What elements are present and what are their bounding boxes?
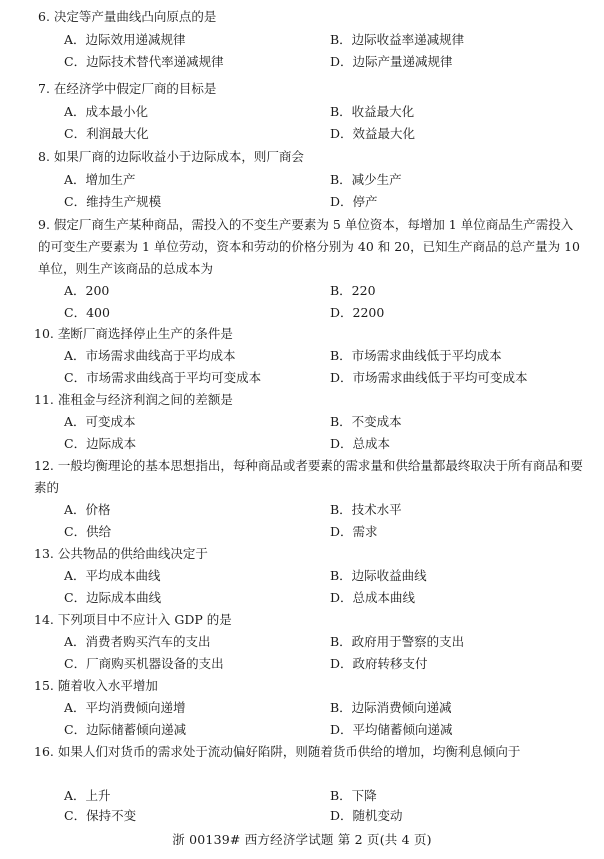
option-a: A．成本最小化 [64, 104, 149, 119]
option-d: D．需求 [330, 524, 378, 539]
option-b: B．下降 [330, 788, 377, 803]
option-a: A．上升 [64, 788, 111, 803]
option-d: D．平均储蓄倾向递减 [330, 722, 453, 737]
option-a: A．平均成本曲线 [64, 568, 161, 583]
question-stem: 6. 决定等产量曲线凸向原点的是 [38, 9, 217, 24]
option-a: A．市场需求曲线高于平均成本 [64, 348, 236, 363]
option-c: C．厂商购买机器设备的支出 [64, 656, 224, 671]
question-stem: 9. 假定厂商生产某种商品，需投入的不变生产要素为 5 单位资本，每增加 1 单位商品生产需投入的可变生产要素为 1 单位劳动，资本和劳动的价格分别为 40 和 20，已知生产商品的总产量为 10 单位，则生产该商品的总成本为 [38, 217, 581, 276]
question-stem: 7. 在经济学中假定厂商的目标是 [38, 81, 217, 96]
option-a: A．200 [64, 283, 110, 298]
option-c: C．边际技术替代率递减规律 [64, 54, 224, 69]
option-d: D．总成本 [330, 436, 391, 451]
option-c: C．400 [64, 305, 110, 320]
option-a: A．平均消费倾向递增 [64, 700, 186, 715]
option-a: A．增加生产 [64, 172, 136, 187]
question-stem: 11. 准租金与经济利润之间的差额是 [34, 392, 233, 407]
option-d: D．政府转移支付 [330, 656, 428, 671]
question-stem: 8. 如果厂商的边际收益小于边际成本，则厂商会 [38, 149, 304, 164]
option-c: C．维持生产规模 [64, 194, 162, 209]
option-b: B．减少生产 [330, 172, 402, 187]
option-b: B．不变成本 [330, 414, 402, 429]
option-a: A．消费者购买汽车的支出 [64, 634, 211, 649]
option-b: B．边际消费倾向递减 [330, 700, 452, 715]
option-d: D．停产 [330, 194, 378, 209]
option-c: C．市场需求曲线高于平均可变成本 [64, 370, 262, 385]
option-b: B．收益最大化 [330, 104, 415, 119]
option-a: A．可变成本 [64, 414, 136, 429]
option-b: B．边际收益曲线 [330, 568, 427, 583]
option-d: D．边际产量递减规律 [330, 54, 453, 69]
option-c: C．供给 [64, 524, 112, 539]
option-d: D．市场需求曲线低于平均可变成本 [330, 370, 528, 385]
option-d: D．2200 [330, 305, 385, 320]
question-stem: 10. 垄断厂商选择停止生产的条件是 [34, 326, 233, 341]
option-c: C．保持不变 [64, 808, 137, 823]
option-d: D．总成本曲线 [330, 590, 416, 605]
question-stem: 14. 下列项目中不应计入 GDP 的是 [34, 612, 232, 627]
option-a: A．价格 [64, 502, 111, 517]
option-b: B．边际收益率递减规律 [330, 32, 465, 47]
option-c: C．利润最大化 [64, 126, 149, 141]
question-stem: 13. 公共物品的供给曲线决定于 [34, 546, 208, 561]
option-b: B．220 [330, 283, 376, 298]
page-footer: 浙 00139# 西方经济学试题 第 2 页(共 4 页) [172, 832, 432, 847]
question-stem: 12. 一般均衡理论的基本思想指出，每种商品或者要素的需求量和供给量都最终取决于所有商品和要素的 [34, 458, 583, 495]
option-d: D．随机变动 [330, 808, 403, 823]
option-b: B．市场需求曲线低于平均成本 [330, 348, 502, 363]
option-d: D．效益最大化 [330, 126, 416, 141]
option-a: A．边际效用递减规律 [64, 32, 186, 47]
question-stem: 16. 如果人们对货币的需求处于流动偏好陷阱，则随着货币供给的增加，均衡利息倾向于 [34, 744, 521, 759]
option-c: C．边际成本 [64, 436, 137, 451]
option-b: B．政府用于警察的支出 [330, 634, 465, 649]
option-c: C．边际成本曲线 [64, 590, 162, 605]
option-b: B．技术水平 [330, 502, 402, 517]
question-stem: 15. 随着收入水平增加 [34, 678, 158, 693]
option-c: C．边际储蓄倾向递减 [64, 722, 187, 737]
